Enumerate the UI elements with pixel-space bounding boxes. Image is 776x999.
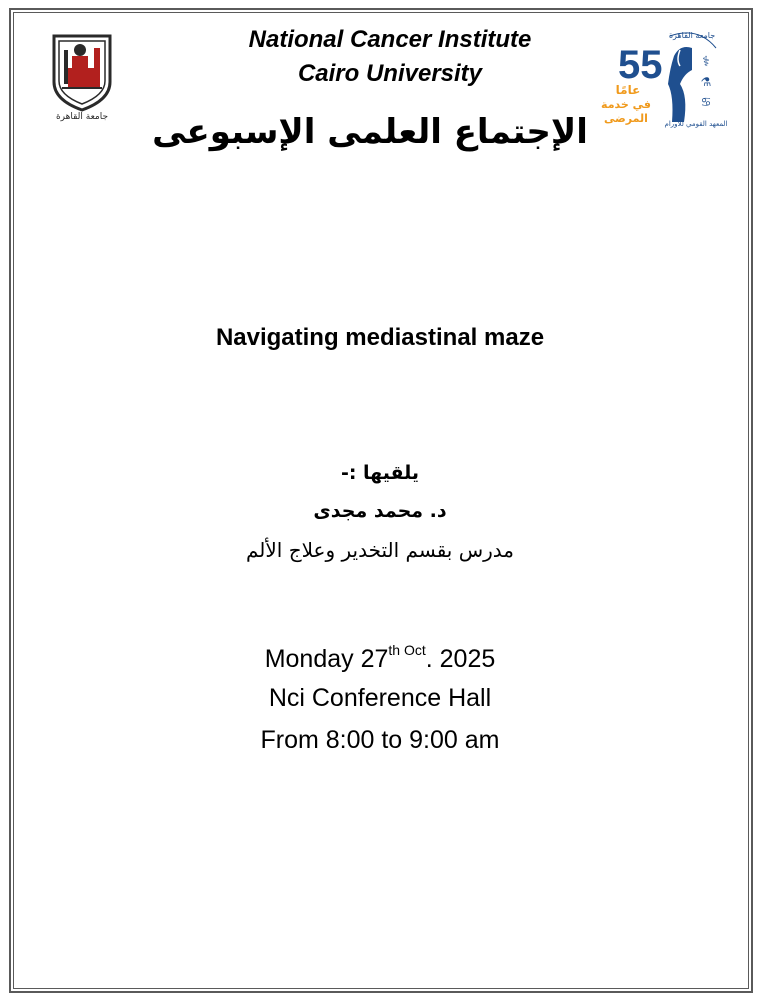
university-name: Cairo University (297, 60, 483, 87)
svg-text:جامعة القاهرة: جامعة القاهرة (55, 112, 109, 122)
svg-text:المعهد القومي للأورام: المعهد القومي للأورام (664, 120, 728, 128)
institute-name: National Cancer Institute (248, 26, 532, 53)
svg-text:♋: ♋ (700, 95, 712, 109)
svg-text:في خدمة: في خدمة (601, 98, 651, 111)
event-venue: Nci Conference Hall (268, 684, 492, 712)
event-date (150, 642, 610, 674)
speaker-name: د. محمد مجدى (313, 500, 447, 522)
svg-text:عامًا: عامًا (615, 83, 641, 97)
nci-55-years-logo (588, 26, 728, 130)
date-superscript: th Oct (388, 642, 426, 658)
svg-text:جامعة القاهرة: جامعة القاهرة (668, 31, 716, 40)
date-prefix: Monday 27 (264, 645, 389, 673)
svg-text:55: 55 (618, 43, 663, 87)
svg-text:⚕: ⚕ (702, 54, 710, 70)
speaker-position: مدرس بقسم التخدير وعلاج الألم (245, 538, 515, 562)
svg-text:⚗: ⚗ (700, 75, 712, 89)
event-time: From 8:00 to 9:00 am (260, 726, 500, 754)
arabic-meeting-title: الإجتماع العلمى الإسبوعى (152, 112, 588, 152)
cairo-university-logo (46, 30, 118, 122)
date-year: . 2025 (425, 645, 496, 673)
svg-text:المرضى: المرضى (604, 112, 648, 125)
lecture-topic: Navigating mediastinal maze (215, 324, 545, 351)
speaker-intro: يلقيها :- (340, 462, 420, 484)
